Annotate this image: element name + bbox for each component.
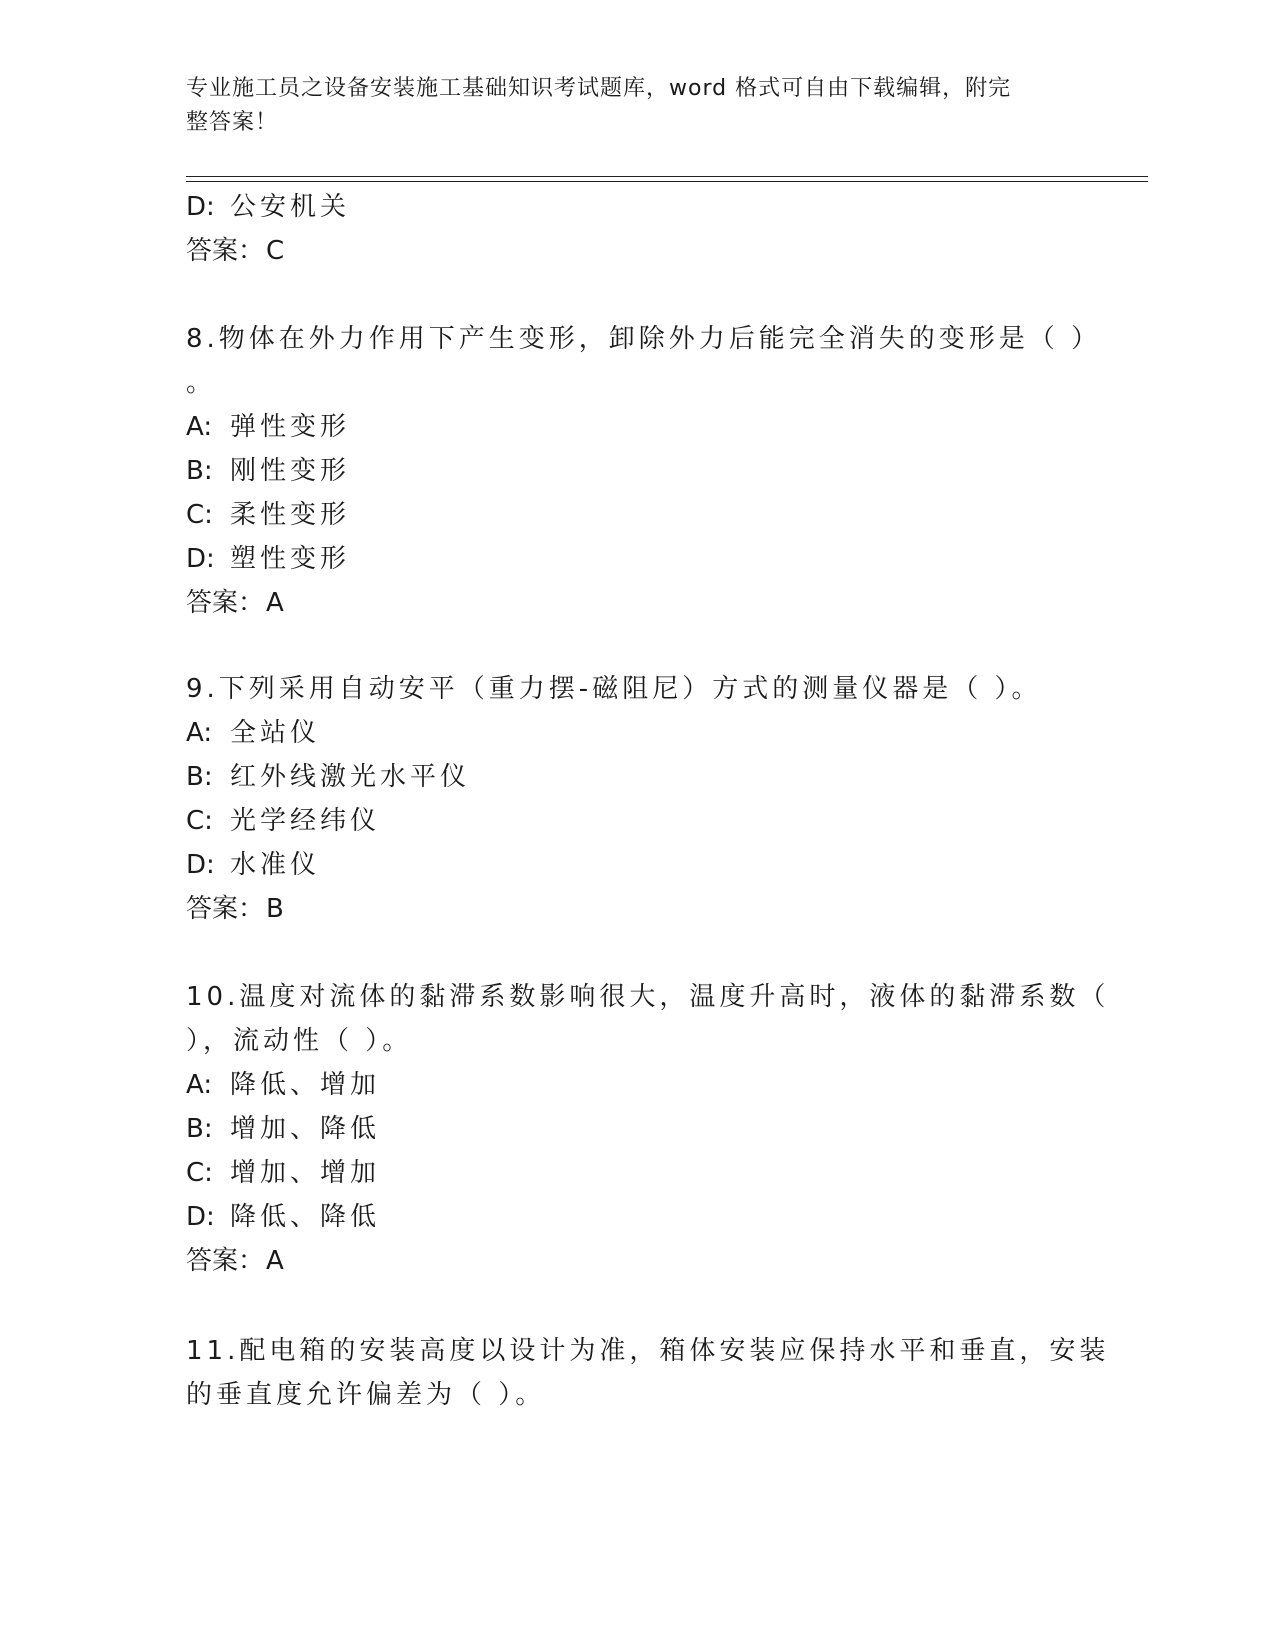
option-key: B: xyxy=(186,762,213,792)
question-10-option-a xyxy=(186,1068,380,1102)
question-10-answer xyxy=(186,1244,284,1278)
option-text: 增加、降低 xyxy=(230,1114,381,1144)
question-8-option-b xyxy=(186,454,350,488)
question-9-stem-line-1: 9.下列采用自动安平（重力摆-磁阻尼）方式的测量仪器是（ ）。 xyxy=(186,674,1042,704)
question-8-answer xyxy=(186,586,284,620)
question-10-stem-line-1: 10.温度对流体的黏滞系数影响很大，温度升高时，液体的黏滞系数（ xyxy=(186,982,1110,1012)
question-11-stem-line-2: 的垂直度允许偏差为（ ）。 xyxy=(186,1380,546,1410)
option-text: 公安机关 xyxy=(230,192,351,222)
question-9-option-d xyxy=(186,848,320,882)
option-text: 降低、降低 xyxy=(230,1202,381,1232)
option-text: 塑性变形 xyxy=(230,544,351,574)
option-text: 水准仪 xyxy=(230,850,321,880)
question-9-answer xyxy=(186,892,284,926)
option-key: D: xyxy=(186,850,215,880)
option-key: A: xyxy=(186,1070,213,1100)
header-divider-top xyxy=(186,176,1148,177)
question-10-option-c xyxy=(186,1156,380,1190)
option-key: B: xyxy=(186,456,213,486)
question-8-option-a xyxy=(186,410,350,444)
answer-label: 答案： xyxy=(186,1246,265,1276)
option-text: 增加、增加 xyxy=(230,1158,381,1188)
answer-value: C xyxy=(266,236,285,266)
question-8-stem-line-1: 8.物体在外力作用下产生变形，卸除外力后能完全消失的变形是（ ） xyxy=(186,324,1102,354)
question-11-stem-line-1: 11.配电箱的安装高度以设计为准，箱体安装应保持水平和垂直，安装 xyxy=(186,1336,1110,1366)
option-key: A: xyxy=(186,412,213,442)
header-divider-bottom xyxy=(186,181,1148,182)
header-line-2: 整答案！ xyxy=(186,110,279,135)
option-key: C: xyxy=(186,1158,213,1188)
answer-label: 答案： xyxy=(186,588,265,618)
option-key: D: xyxy=(186,1202,215,1232)
option-text: 全站仪 xyxy=(230,718,321,748)
answer-label: 答案： xyxy=(186,894,265,924)
question-8-stem-line-2: 。 xyxy=(186,368,217,398)
prev-option-d xyxy=(186,190,350,224)
option-text: 刚性变形 xyxy=(230,456,351,486)
question-9-option-b xyxy=(186,760,470,794)
answer-label: 答案： xyxy=(186,236,265,266)
question-10-option-d xyxy=(186,1200,380,1234)
option-key: C: xyxy=(186,806,213,836)
question-8-option-c xyxy=(186,498,350,532)
option-text: 柔性变形 xyxy=(230,500,351,530)
document-header xyxy=(186,72,1066,140)
option-key: A: xyxy=(186,718,213,748)
option-text: 弹性变形 xyxy=(230,412,351,442)
question-8-option-d xyxy=(186,542,350,576)
answer-value: B xyxy=(266,894,284,924)
prev-answer xyxy=(186,234,284,268)
question-10-option-b xyxy=(186,1112,380,1146)
option-key: B: xyxy=(186,1114,213,1144)
question-9-option-a xyxy=(186,716,320,750)
option-key: D: xyxy=(186,544,215,574)
answer-value: A xyxy=(266,588,284,618)
question-9-option-c xyxy=(186,804,380,838)
question-10-stem-line-2: ），流动性（ ）。 xyxy=(186,1026,413,1056)
option-key: C: xyxy=(186,500,213,530)
option-text: 降低、增加 xyxy=(230,1070,381,1100)
option-text: 光学经纬仪 xyxy=(230,806,381,836)
option-text: 红外线激光水平仪 xyxy=(230,762,471,792)
option-key: D: xyxy=(186,192,215,222)
header-line-1: 专业施工员之设备安装施工基础知识考试题库，word 格式可自由下载编辑，附完 xyxy=(186,76,1012,101)
answer-value: A xyxy=(266,1246,284,1276)
